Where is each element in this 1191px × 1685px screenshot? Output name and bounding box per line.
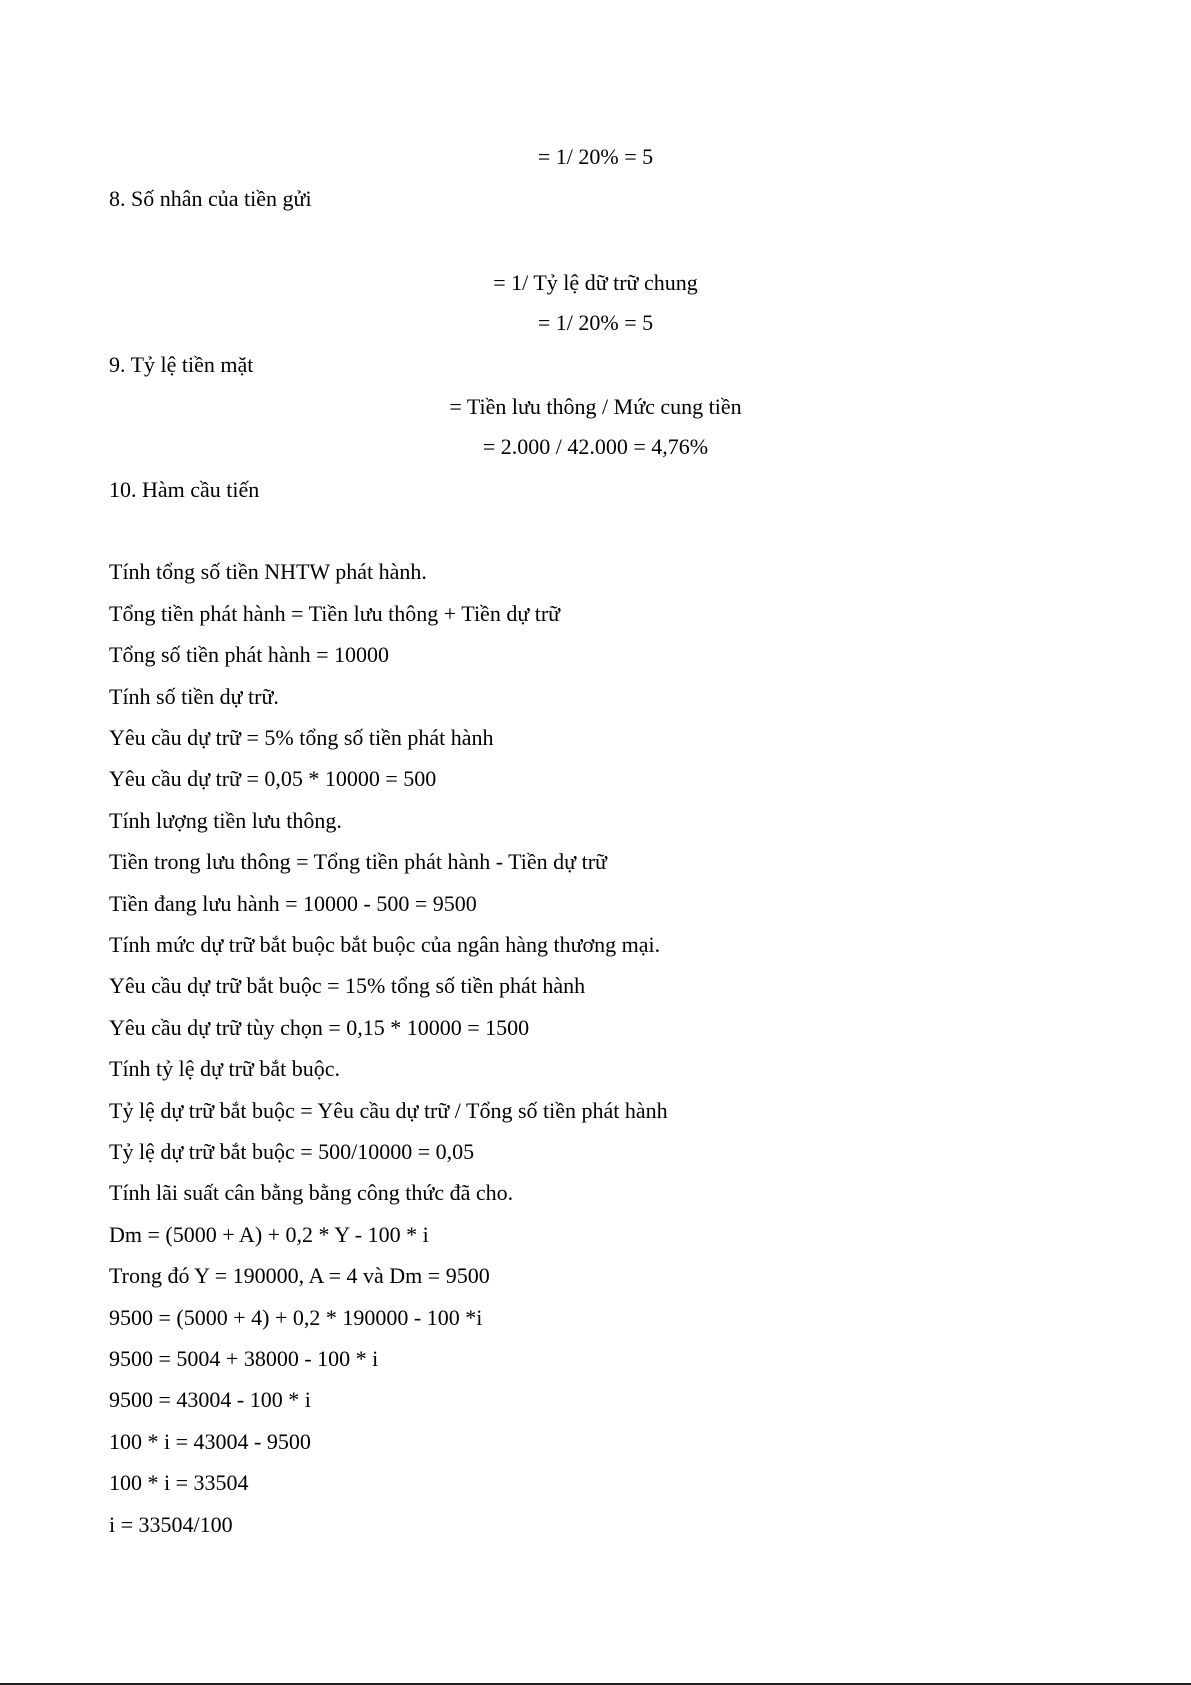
body-line: Dm = (5000 + A) + 0,2 * Y - 100 * i: [109, 1222, 429, 1247]
body-line: Tổng số tiền phát hành = 10000: [109, 642, 390, 667]
item8-result: = 1/ 20% = 5: [537, 310, 654, 335]
body-line: Yêu cầu dự trữ = 5% tổng số tiền phát hành: [109, 725, 494, 750]
body-line: Tính tổng số tiền NHTW phát hành.: [109, 559, 427, 584]
body-line: Tiền trong lưu thông = Tổng tiền phát hành - Tiền dự trữ: [109, 849, 607, 874]
item8-formula: = 1/ Tỷ lệ dữ trữ chung: [493, 270, 698, 295]
item8-heading: 8. Số nhân của tiền gửi: [109, 186, 312, 211]
item9-heading: 9. Tỷ lệ tiền mặt: [109, 352, 254, 377]
body-line: Tính mức dự trữ bắt buộc bắt buộc của ngân hàng thương mại.: [109, 932, 661, 957]
body-line: 9500 = (5000 + 4) + 0,2 * 190000 - 100 *i: [109, 1305, 483, 1330]
item9-result: = 2.000 / 42.000 = 4,76%: [482, 434, 709, 459]
body-line: 9500 = 5004 + 38000 - 100 * i: [109, 1346, 379, 1371]
body-line: Tính lượng tiền lưu thông.: [109, 808, 342, 833]
body-line: Tỷ lệ dự trữ bắt buộc = 500/10000 = 0,05: [109, 1139, 475, 1164]
deposit-multiplier-prev-result: = 1/ 20% = 5: [537, 144, 654, 169]
body-line: Yêu cầu dự trữ tùy chọn = 0,15 * 10000 = 1500: [109, 1015, 530, 1040]
body-line: Tiền đang lưu hành = 10000 - 500 = 9500: [109, 891, 477, 916]
item10-heading: 10. Hàm cầu tiến: [109, 477, 260, 502]
body-line: Yêu cầu dự trữ bắt buộc = 15% tổng số tiền phát hành: [109, 973, 586, 998]
body-line: Tính lãi suất cân bằng bằng công thức đã cho.: [109, 1180, 514, 1205]
body-line: 100 * i = 33504: [109, 1470, 249, 1495]
body-line: Tính tỷ lệ dự trữ bắt buộc.: [109, 1056, 340, 1081]
body-line: 100 * i = 43004 - 9500: [109, 1429, 311, 1454]
body-line: Tính số tiền dự trữ.: [109, 684, 279, 709]
body-line: Yêu cầu dự trữ = 0,05 * 10000 = 500: [109, 766, 437, 791]
body-line: 9500 = 43004 - 100 * i: [109, 1387, 311, 1412]
body-line: Tổng tiền phát hành = Tiền lưu thông + Tiền dự trữ: [109, 601, 561, 626]
item9-formula: = Tiền lưu thông / Mức cung tiền: [449, 394, 742, 419]
body-line: i = 33504/100: [109, 1512, 233, 1537]
body-line: Tỷ lệ dự trữ bắt buộc = Yêu cầu dự trữ / Tổng số tiền phát hành: [109, 1098, 668, 1123]
body-line: Trong đó Y = 190000, A = 4 và Dm = 9500: [109, 1263, 490, 1288]
